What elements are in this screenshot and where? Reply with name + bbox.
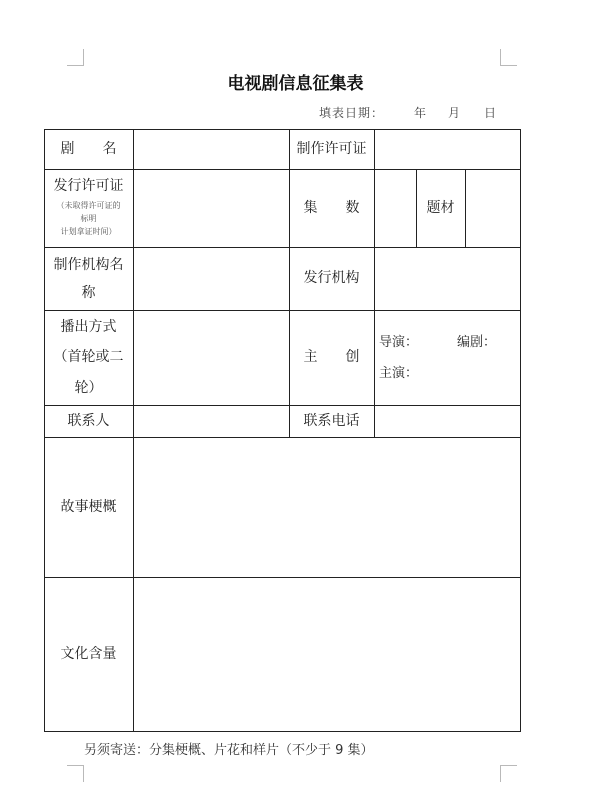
broadcast-method-label: 播出方式 (60, 319, 117, 336)
margin-corner-top-right (500, 49, 517, 66)
fill-date-label: 填表日期： (319, 106, 385, 120)
creators-label: 主 创 (303, 349, 360, 366)
broadcast-method-cell (44, 310, 133, 405)
distribution-permit-note: （未取得许可证的 (56, 201, 121, 211)
production-company-label: 制作机构名 (53, 256, 124, 273)
broadcast-method-label: 轮） (74, 379, 103, 396)
creators-field[interactable] (375, 311, 520, 405)
production-company-field[interactable] (134, 248, 289, 310)
fill-date-line (319, 104, 496, 121)
distribution-permit-field[interactable] (134, 170, 289, 247)
episodes-label: 集 数 (303, 199, 360, 216)
fill-date-year: 年 (414, 106, 427, 120)
episodes-field[interactable] (375, 170, 416, 247)
contact-phone-field[interactable] (375, 406, 520, 437)
contact-person-field[interactable] (134, 406, 289, 437)
cultural-content-label: 文化含量 (60, 645, 117, 662)
genre-field[interactable] (466, 170, 520, 247)
production-permit-field[interactable] (375, 130, 520, 169)
distribution-permit-note: 计划拿证时间） (60, 226, 117, 236)
contact-person-label: 联系人 (67, 412, 110, 429)
drama-name-label: 剧 名 (60, 140, 117, 157)
director-label: 导演： (379, 335, 419, 350)
contact-phone-label: 联系电话 (303, 412, 360, 429)
production-permit-label: 制作许可证 (296, 140, 367, 157)
footer-note: 另须寄送：分集梗概、片花和样片（不少于 9 集） (84, 743, 374, 758)
margin-corner-top-left (67, 49, 84, 66)
production-company-label: 称 (81, 284, 96, 301)
lead-actor-label: 主演： (379, 366, 419, 381)
fill-date-day: 日 (484, 106, 497, 120)
document-title: 电视剧信息征集表 (227, 74, 364, 94)
distributor-label: 发行机构 (303, 270, 360, 287)
synopsis-field[interactable] (134, 438, 520, 577)
distributor-field[interactable] (375, 248, 520, 310)
table-border-right (520, 129, 521, 732)
screenwriter-label: 编剧： (457, 335, 497, 350)
info-form-table (44, 129, 521, 732)
genre-label: 题材 (426, 199, 455, 216)
table-border-bottom (44, 731, 521, 732)
cultural-content-field[interactable] (134, 578, 520, 731)
fill-date-month: 月 (448, 106, 461, 120)
distribution-permit-note: 标明 (80, 214, 97, 224)
distribution-permit-cell (44, 169, 133, 247)
synopsis-label: 故事梗概 (60, 498, 117, 515)
margin-corner-bottom-left (67, 765, 84, 782)
broadcast-method-field[interactable] (134, 311, 289, 405)
distribution-permit-label: 发行许可证 (53, 178, 124, 194)
drama-name-field[interactable] (134, 130, 289, 169)
broadcast-method-label: （首轮或二 (53, 349, 124, 366)
margin-corner-bottom-right (500, 765, 517, 782)
production-company-cell (44, 247, 133, 310)
